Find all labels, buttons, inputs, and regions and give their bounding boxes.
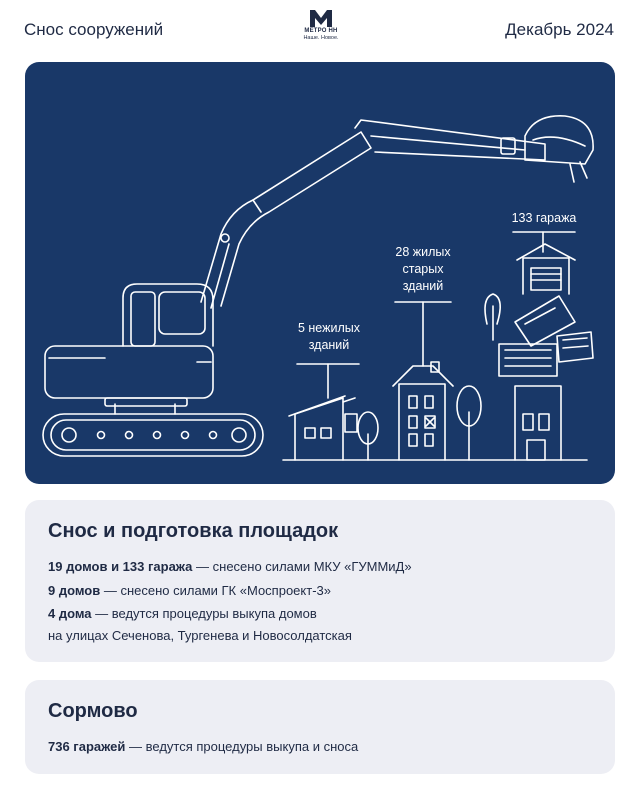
logo-line-2: Наше. Новое. xyxy=(303,35,339,41)
item-text: — ведутся процедуры выкупа домов xyxy=(91,606,317,621)
list-item xyxy=(48,628,352,643)
label-residential xyxy=(383,244,463,295)
label-residential-line-2: старых xyxy=(402,262,444,276)
card-title: Снос и подготовка площадок xyxy=(48,520,339,542)
residential-building-icon xyxy=(393,362,453,460)
nonresidential-building-icon xyxy=(289,396,357,460)
page-date: Декабрь 2024 xyxy=(505,20,614,39)
demolition-illustration xyxy=(25,62,615,484)
card-title: Сормово xyxy=(48,700,138,722)
label-garages: 133 гаража xyxy=(511,211,577,225)
list-item xyxy=(48,583,331,598)
tree-icon xyxy=(457,386,481,460)
label-nonresidential-line-1: 5 нежилых xyxy=(297,321,360,335)
metro-logo xyxy=(292,8,350,41)
label-nonresidential-line-2: зданий xyxy=(308,338,350,352)
metro-m-icon xyxy=(308,8,334,28)
list-item xyxy=(48,559,412,574)
item-bold: 19 домов и 133 гаража xyxy=(48,559,193,574)
label-residential-line-1: 28 жилых xyxy=(395,245,451,259)
tree-icon xyxy=(358,412,378,460)
header xyxy=(0,0,640,62)
site-preparation-card xyxy=(25,500,615,662)
item-bold: 9 домов xyxy=(48,583,101,598)
item-text: — ведутся процедуры выкупа и сноса xyxy=(125,739,359,754)
page-title: Снос сооружений xyxy=(24,20,164,39)
item-bold: 4 дома xyxy=(48,606,92,621)
garage-stack-icon xyxy=(485,244,593,460)
item-bold: 736 гаражей xyxy=(48,739,126,754)
item-text: — снесено силами МКУ «ГУММиД» xyxy=(192,559,412,574)
item-text: на улицах Сеченова, Тургенева и Новосолдатская xyxy=(48,628,352,643)
list-item xyxy=(48,606,317,621)
label-nonresidential xyxy=(293,320,365,354)
sormovo-card xyxy=(25,680,615,774)
item-text: — снесено силами ГК «Моспроект-3» xyxy=(100,583,331,598)
list-item xyxy=(48,739,358,754)
label-residential-line-3: зданий xyxy=(402,279,444,293)
logo-line-1: МЕТРО НН xyxy=(304,28,338,34)
